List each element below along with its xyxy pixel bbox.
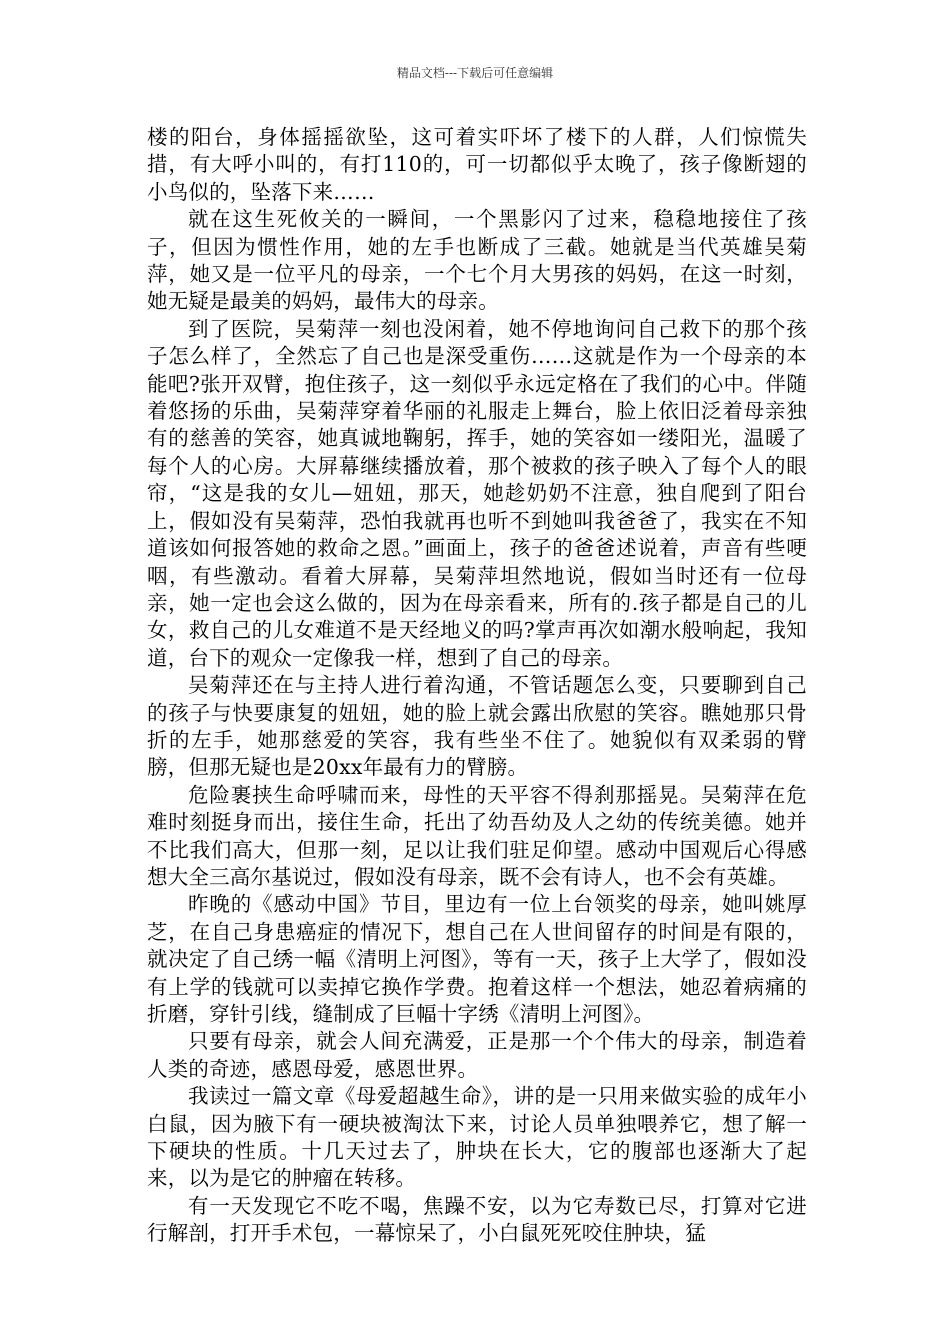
document-body bbox=[147, 124, 807, 1248]
paragraph: 只要有母亲，就会人间充满爱，正是那一个个伟大的母亲，制造着人类的奇迹，感恩母爱，感恩世界。 bbox=[147, 1029, 807, 1081]
paragraph: 就在这生死攸关的一瞬间，一个黑影闪了过来，稳稳地接住了孩子，但因为惯性作用，她的左手也断成了三截。她就是当代英雄吴菊萍，她又是一位平凡的母亲，一个七个月大男孩的妈妈，在这一时刻，她无疑是最美的妈妈，最伟大的母亲。 bbox=[147, 207, 807, 314]
paragraph: 我读过一篇文章《母爱超越生命》，讲的是一只用来做实验的成年小白鼠，因为腋下有一硬块被淘汰下来，讨论人员单独喂养它，想了解一下硬块的性质。十几天过去了，肿块在长大，它的腹部也逐渐大了起来，以为是它的肿瘤在转移。 bbox=[147, 1084, 807, 1191]
paragraph: 有一天发现它不吃不喝，焦躁不安，以为它寿数已尽，打算对它进行解剖，打开手术包，一幕惊呆了，小白鼠死死咬住肿块，猛 bbox=[147, 1193, 807, 1246]
paragraph: 到了医院，吴菊萍一刻也没闲着，她不停地询问自己救下的那个孩子怎么样了，全然忘了自己也是深受重伤……这就是作为一个母亲的本能吧?张开双臂，抱住孩子，这一刻似乎永远定格在了我们的心中。伴随着悠扬的乐曲，吴菊萍穿着华丽的礼服走上舞台，脸上依旧泛着母亲独有的慈善的笑容，她真诚地鞠躬，挥手，她的笑容如一缕阳光，温暖了每个人的心房。大屏幕继续播放着，那个被救的孩子映入了每个人的眼帘，“这是我的女儿—妞妞，那天，她趁奶奶不注意，独自爬到了阳台上，假如没有吴菊萍，恐怕我就再也听不到她叫我爸爸了，我实在不知道该如何报答她的救命之恩。”画面上，孩子的爸爸述说着，声音有些哽咽，有些激动。看着大屏幕，吴菊萍坦然地说，假如当时还有一位母亲，她一定也会这么做的，因为在母亲看来，所有的.孩子都是自己的儿女，救自己的儿女难道不是天经地义的吗?掌声再次如潮水般响起，我知道，台下的观众一定像我一样，想到了自己的母亲。 bbox=[147, 316, 807, 670]
paragraph: 楼的阳台，身体摇摇欲坠，这可着实吓坏了楼下的人群，人们惊慌失措，有大呼小叫的，有打110的，可一切都似乎太晚了，孩子像断翅的小鸟似的，坠落下来…… bbox=[147, 125, 807, 204]
paragraph: 昨晚的《感动中国》节目，里边有一位上台领奖的母亲，她叫姚厚芝，在自己身患癌症的情况下，想自己在人世间留存的时间是有限的，就决定了自己绣一幅《清明上河图》，等有一天，孩子上大学了，假如没有上学的钱就可以卖掉它换作学费。抱着这样一个想法，她忍着病痛的折磨，穿针引线，缝制成了巨幅十字绣《清明上河图》。 bbox=[147, 892, 807, 1026]
paragraph: 吴菊萍还在与主持人进行着沟通，不管话题怎么变，只要聊到自己的孩子与快要康复的妞妞，她的脸上就会露出欣慰的笑容。瞧她那只骨折的左手，她那慈爱的笑容，我有些坐不住了。她貌似有双柔弱的臂膀，但那无疑也是20xx年最有力的臂膀。 bbox=[147, 673, 807, 780]
page-header: 精品文档---下载后可任意编辑 bbox=[396, 66, 554, 80]
paragraph: 危险裹挟生命呼啸而来，母性的天平容不得刹那摇晃。吴菊萍在危难时刻挺身而出，接住生命，托出了幼吾幼及人之幼的传统美德。她并不比我们高大，但那一刻，足以让我们驻足仰望。感动中国观后心得感想大全三高尔基说过，假如没有母亲，既不会有诗人，也不会有英雄。 bbox=[147, 782, 807, 889]
